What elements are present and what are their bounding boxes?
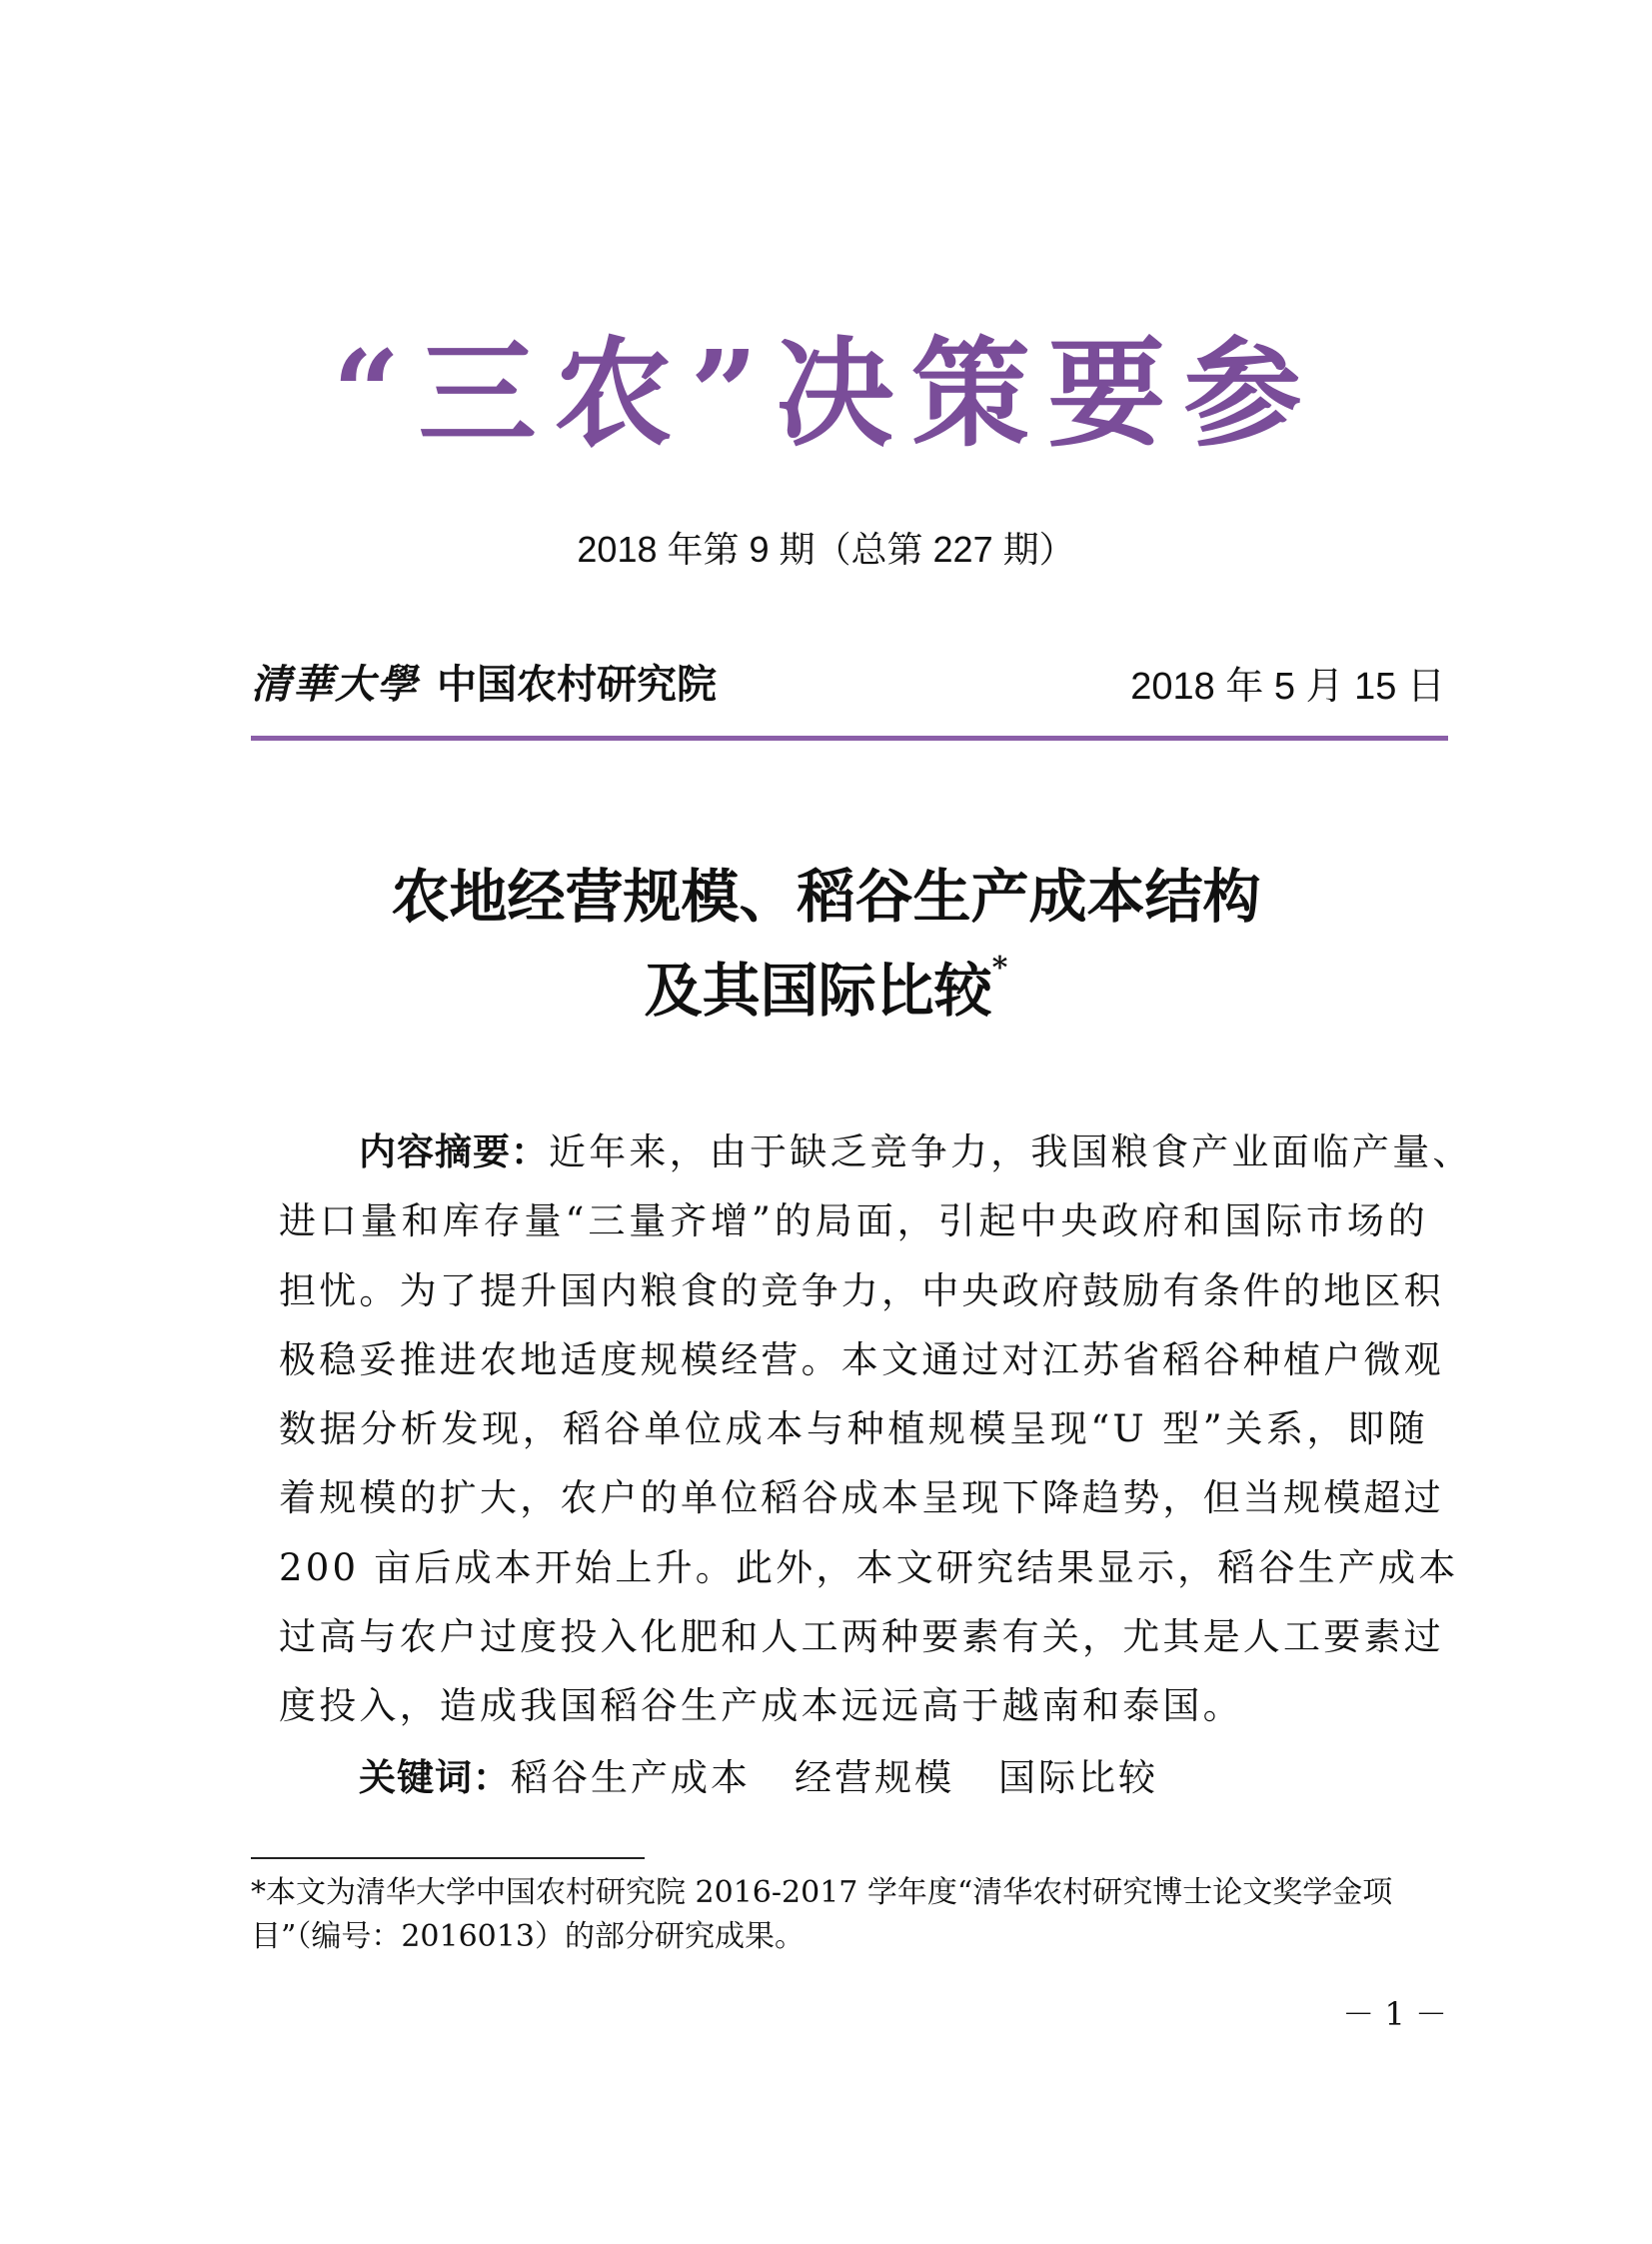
abstract-line: 数据分析发现，稻谷单位成本与种植规模呈现“U 型”关系，即随 — [279, 1407, 1428, 1451]
article-title-text: 及其国际比较 — [644, 957, 992, 1025]
abstract-label: 内容摘要： — [359, 1130, 549, 1173]
abstract-paragraph — [279, 1118, 1473, 1741]
abstract-line — [279, 1118, 1473, 1186]
footnote-marker: * — [991, 951, 1008, 986]
keywords-label: 关键词： — [359, 1756, 511, 1799]
institute-name: 中国农村研究院 — [437, 661, 717, 708]
keyword-item: 国际比较 — [998, 1756, 1158, 1799]
masthead-title: “三农”决策要参 — [332, 324, 1320, 463]
page-number: － 1 － — [1342, 1995, 1447, 2033]
keyword-item: 稻谷生产成本 — [511, 1756, 751, 1799]
abstract-line: 200 亩后成本开始上升。此外，本文研究结果显示，稻谷生产成本 — [279, 1545, 1459, 1589]
issue-number: 2018 年第 9 期（总第 227 期） — [577, 529, 1075, 570]
abstract-line: 着规模的扩大，农户的单位稻谷成本呈现下降趋势，但当规模超过 — [279, 1476, 1444, 1520]
abstract-line: 过高与农户过度投入化肥和人工两种要素有关，尤其是人工要素过 — [279, 1615, 1444, 1659]
abstract-line: 极稳妥推进农地适度规模经营。本文通过对江苏省稻谷种植户微观 — [279, 1337, 1444, 1381]
institution-header — [251, 653, 717, 710]
university-logo-text: 清華大學 — [251, 661, 419, 708]
article-title-line-2 — [0, 951, 1652, 1025]
footnote-divider — [251, 1857, 645, 1859]
abstract-line: 进口量和库存量“三量齐增”的局面，引起中央政府和国际市场的 — [279, 1199, 1428, 1243]
abstract-text: 近年来，由于缺乏竞争力，我国粮食产业面临产量、 — [549, 1130, 1473, 1173]
footnote-text: *本文为清华大学中国农村研究院 2016-2017 学年度“清华农村研究博士论文奖学金项目”（编号：2016013）的部分研究成果。 — [251, 1875, 1393, 1954]
publication-date: 2018 年 5 月 15 日 — [1130, 666, 1445, 708]
keywords — [359, 1747, 1202, 1801]
article-title-line-1: 农地经营规模、稻谷生产成本结构 — [391, 863, 1261, 931]
abstract-line: 度投入，造成我国稻谷生产成本远远高于越南和泰国。 — [279, 1684, 1243, 1728]
header-divider — [251, 736, 1448, 741]
keyword-item: 经营规模 — [795, 1756, 954, 1799]
abstract-line: 担忧。为了提升国内粮食的竞争力，中央政府鼓励有条件的地区积 — [279, 1268, 1444, 1312]
